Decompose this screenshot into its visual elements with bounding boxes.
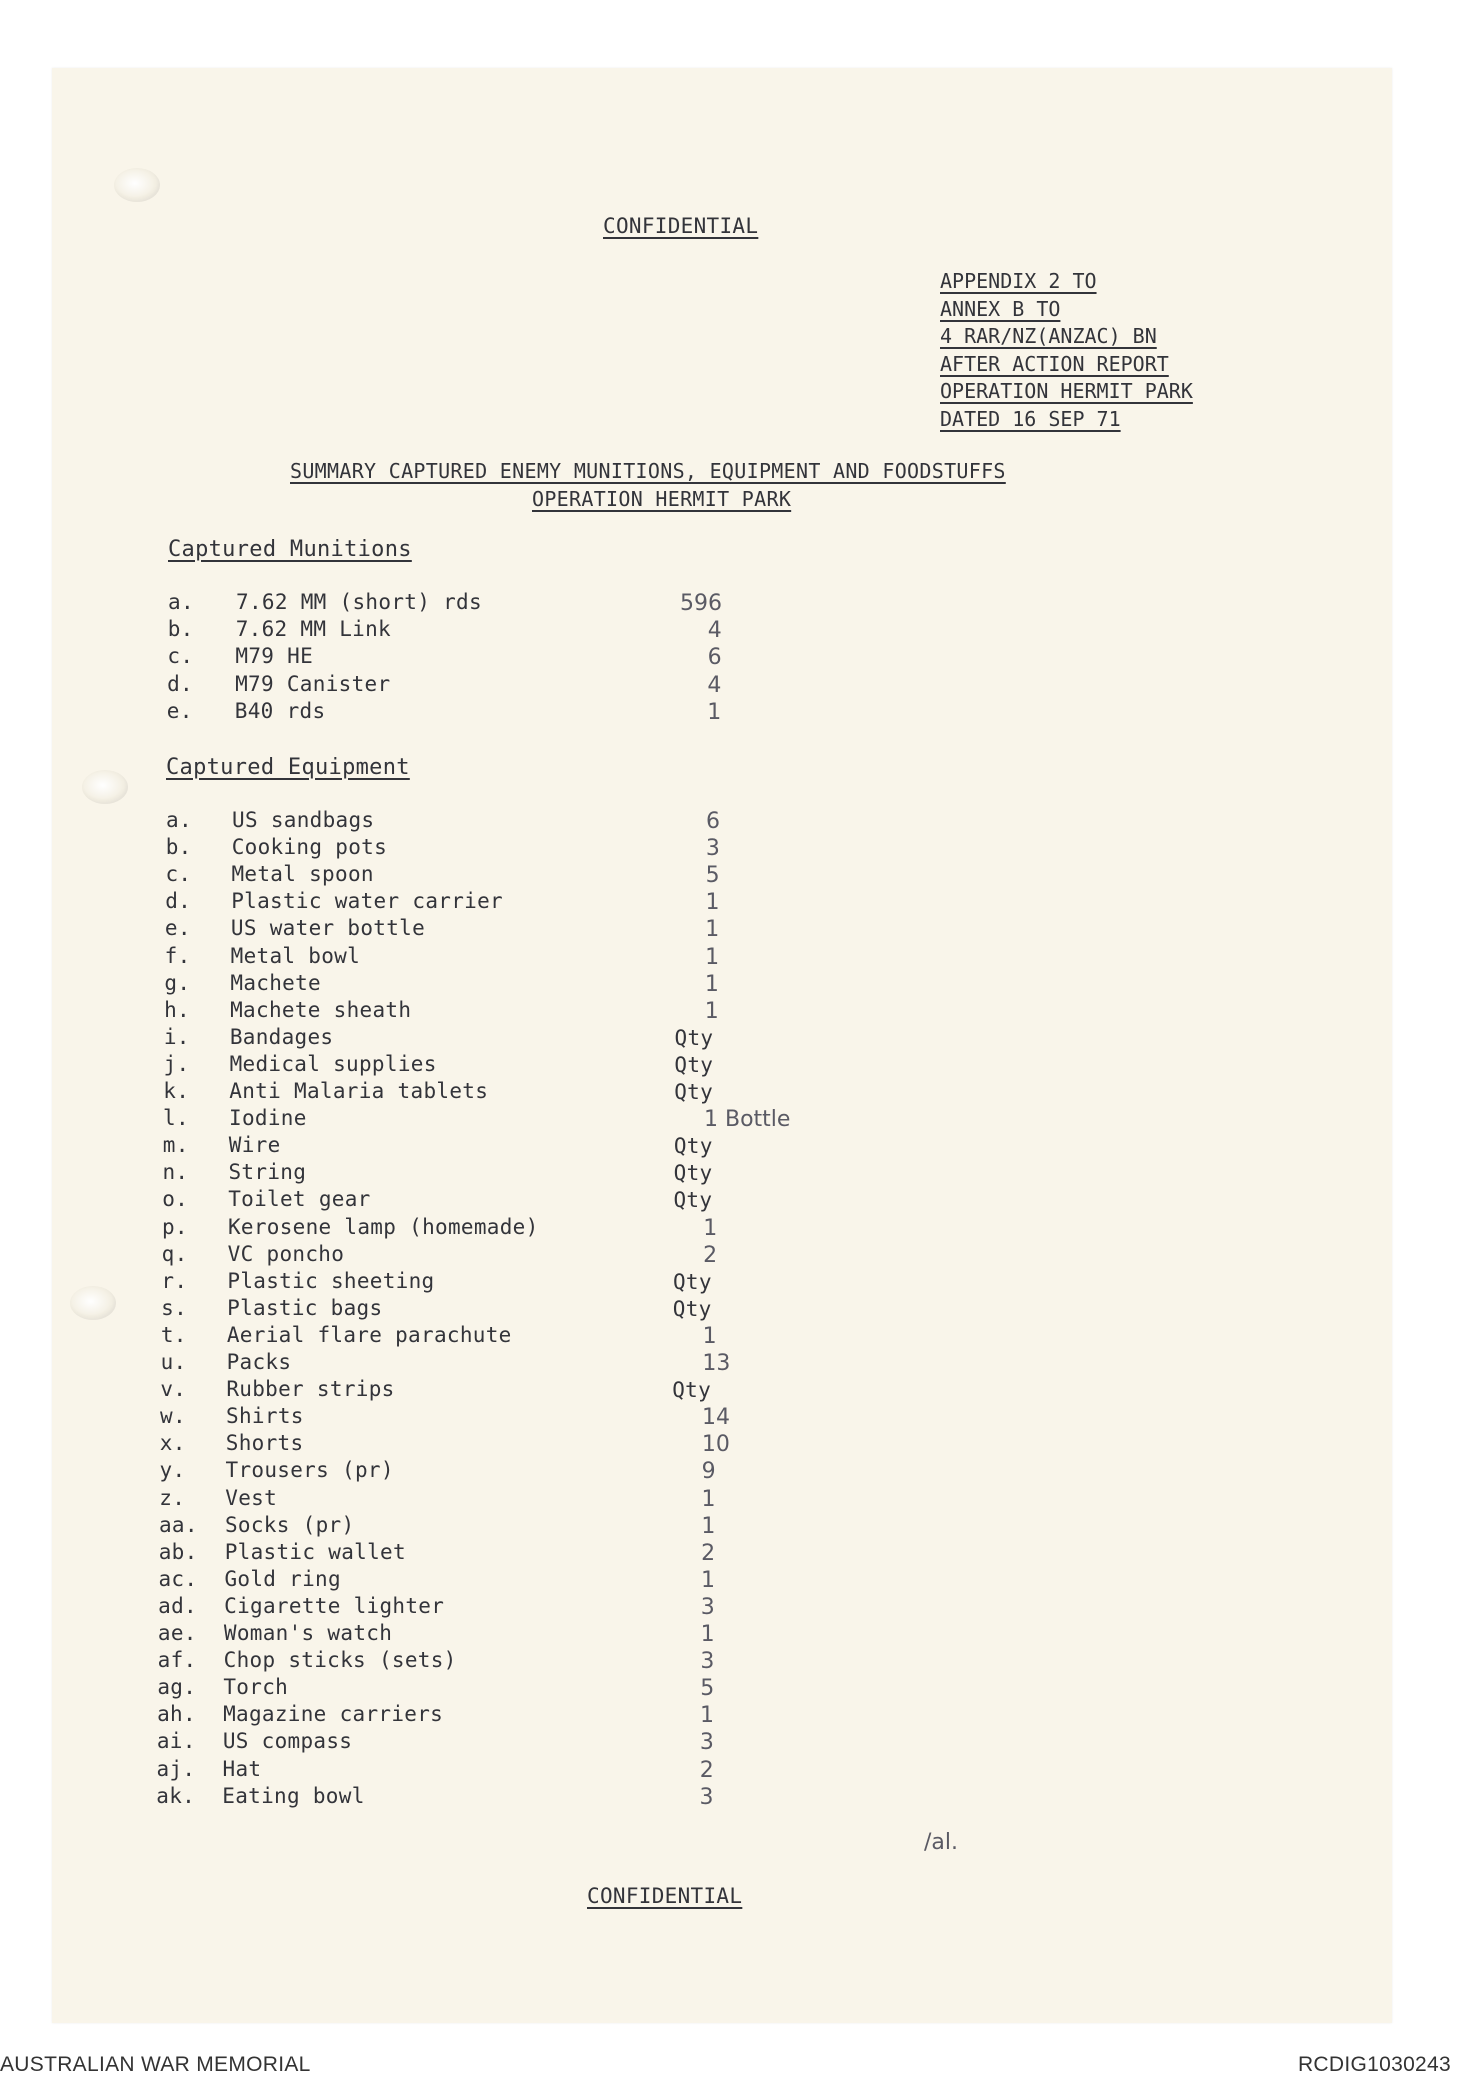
item-quantity: Qty xyxy=(672,1296,712,1321)
item-name: Shirts xyxy=(226,1404,304,1429)
item-quantity: 1 xyxy=(707,699,722,725)
item-quantity: Qty xyxy=(674,1080,714,1104)
item-quantity: Qty xyxy=(673,1188,713,1213)
item-letter: c. xyxy=(167,644,194,669)
item-letter: ac. xyxy=(158,1566,198,1591)
item-letter: c. xyxy=(165,862,192,887)
item-name: Cooking pots xyxy=(231,835,388,860)
item-name: Rubber strips xyxy=(226,1377,395,1402)
item-name: Shorts xyxy=(225,1431,304,1456)
item-name: Chop sticks (sets) xyxy=(223,1648,457,1673)
item-letter: e. xyxy=(166,698,193,723)
continuation-note: /al. xyxy=(924,1830,958,1855)
item-name: VC poncho xyxy=(227,1241,345,1266)
item-letter: a. xyxy=(168,590,194,614)
item-name: Bandages xyxy=(229,1024,334,1049)
document-subtitle: OPERATION HERMIT PARK xyxy=(532,487,792,511)
item-name: Vest xyxy=(225,1485,278,1510)
item-quantity: 1 xyxy=(705,890,720,916)
item-name: Packs xyxy=(226,1350,292,1374)
item-name: Trousers (pr) xyxy=(225,1458,394,1483)
item-letter: r. xyxy=(161,1268,188,1293)
item-letter: ak. xyxy=(156,1783,196,1808)
punch-hole-bottom xyxy=(70,1286,116,1320)
equipment-heading: Captured Equipment xyxy=(166,755,410,780)
item-letter: x. xyxy=(159,1431,186,1456)
item-letter: i. xyxy=(163,1024,190,1049)
appendix-line: OPERATION HERMIT PARK xyxy=(940,379,1193,403)
item-letter: z. xyxy=(159,1485,186,1510)
item-quantity: 4 xyxy=(707,618,722,644)
item-name: Torch xyxy=(223,1675,289,1700)
item-name: Eating bowl xyxy=(222,1783,365,1808)
item-name: Machete xyxy=(230,970,321,995)
appendix-line: AFTER ACTION REPORT xyxy=(940,351,1169,376)
item-quantity: 5 xyxy=(700,1676,715,1702)
item-quantity: 596 xyxy=(680,591,722,616)
item-name: Medical supplies xyxy=(229,1051,437,1076)
item-quantity: 10 xyxy=(701,1432,730,1458)
item-name: US sandbags xyxy=(232,808,375,832)
item-name: 7.62 MM (short) rds xyxy=(236,590,482,614)
item-name: Wire xyxy=(228,1133,281,1158)
item-name: Anti Malaria tablets xyxy=(229,1079,489,1103)
item-name: 7.62 MM Link xyxy=(235,617,392,642)
item-letter: d. xyxy=(167,671,193,696)
item-name: Hat xyxy=(222,1756,262,1781)
item-letter: a. xyxy=(166,808,192,832)
punch-hole-middle xyxy=(82,770,128,804)
item-quantity: 6 xyxy=(707,645,722,671)
item-quantity: 1 xyxy=(702,1323,717,1349)
item-name: Woman's watch xyxy=(223,1621,393,1645)
item-letter: ad. xyxy=(158,1593,197,1618)
item-quantity: 6 xyxy=(706,809,720,834)
appendix-line: DATED 16 SEP 71 xyxy=(940,406,1121,431)
archive-source-label: AUSTRALIAN WAR MEMORIAL xyxy=(0,2053,311,2076)
document-title: SUMMARY CAPTURED ENEMY MUNITIONS, EQUIPMENT AND FOODSTUFFS xyxy=(290,459,1006,483)
archive-record-id: RCDIG1030243 xyxy=(1297,2053,1451,2076)
item-quantity: 14 xyxy=(702,1405,731,1431)
item-quantity: 3 xyxy=(700,1649,715,1675)
item-name: Magazine carriers xyxy=(223,1702,444,1727)
item-name: Metal spoon xyxy=(231,862,374,887)
item-letter: j. xyxy=(163,1051,190,1076)
item-name: B40 rds xyxy=(234,698,326,723)
item-letter: g. xyxy=(164,970,191,995)
item-quantity: 9 xyxy=(701,1459,716,1485)
item-quantity: 1 Bottle xyxy=(704,1107,791,1133)
item-name: Machete sheath xyxy=(230,997,412,1022)
item-quantity: 1 xyxy=(704,998,719,1024)
item-quantity: 3 xyxy=(699,1730,714,1756)
item-quantity: 1 xyxy=(700,1567,715,1593)
item-quantity: 2 xyxy=(701,1540,716,1566)
item-quantity: Qty xyxy=(673,1134,713,1159)
item-letter: aa. xyxy=(158,1512,198,1537)
item-letter: ai. xyxy=(156,1729,196,1754)
item-quantity: Qty xyxy=(672,1378,712,1403)
item-name: Plastic wallet xyxy=(224,1539,406,1564)
item-name: Metal bowl xyxy=(230,943,361,968)
item-letter: k. xyxy=(163,1079,190,1103)
item-name: String xyxy=(228,1160,307,1185)
item-quantity: 2 xyxy=(703,1242,718,1268)
item-letter: n. xyxy=(162,1160,189,1185)
item-quantity: Qty xyxy=(674,1025,714,1050)
item-letter: s. xyxy=(161,1295,188,1320)
item-name: Socks (pr) xyxy=(224,1512,355,1537)
item-letter: m. xyxy=(162,1133,189,1158)
item-name: US water bottle xyxy=(230,916,426,941)
item-letter: p. xyxy=(161,1214,188,1239)
item-name: Aerial flare parachute xyxy=(226,1322,512,1347)
item-name: Kerosene lamp (homemade) xyxy=(227,1214,539,1239)
item-quantity: 3 xyxy=(699,1784,714,1810)
item-letter: f. xyxy=(164,943,191,968)
item-name: M79 HE xyxy=(235,644,314,669)
item-letter: y. xyxy=(159,1458,186,1483)
appendix-line: APPENDIX 2 TO xyxy=(940,269,1097,293)
item-quantity: 1 xyxy=(705,917,720,943)
item-quantity: 13 xyxy=(702,1351,731,1376)
item-name: US compass xyxy=(222,1729,353,1754)
item-letter: ag. xyxy=(157,1675,197,1700)
item-quantity: 1 xyxy=(703,1215,718,1241)
item-letter: aj. xyxy=(156,1756,196,1781)
item-quantity: 1 xyxy=(701,1486,716,1512)
item-letter: b. xyxy=(165,835,192,860)
classification-bottom: CONFIDENTIAL xyxy=(587,1884,743,1908)
item-quantity: 1 xyxy=(705,944,720,970)
item-quantity: Qty xyxy=(672,1269,712,1294)
item-quantity: 5 xyxy=(705,863,720,889)
item-quantity: Qty xyxy=(673,1161,713,1186)
item-quantity: 2 xyxy=(699,1757,714,1783)
item-quantity: 3 xyxy=(705,836,720,862)
item-quantity: 4 xyxy=(707,672,722,698)
item-letter: t. xyxy=(160,1322,187,1347)
item-name: Gold ring xyxy=(224,1566,341,1591)
item-quantity: 1 xyxy=(700,1703,715,1729)
munitions-heading: Captured Munitions xyxy=(168,537,412,562)
item-letter: h. xyxy=(164,997,190,1022)
item-letter: u. xyxy=(160,1350,187,1374)
item-quantity: 1 xyxy=(700,1622,715,1647)
punch-hole-top xyxy=(114,168,160,202)
item-letter: ae. xyxy=(157,1621,197,1645)
item-letter: q. xyxy=(161,1241,188,1266)
item-name: Plastic bags xyxy=(227,1295,383,1320)
item-quantity: 3 xyxy=(700,1594,715,1620)
item-name: Plastic water carrier xyxy=(231,889,503,914)
item-letter: d. xyxy=(165,889,192,914)
item-letter: w. xyxy=(160,1404,186,1429)
item-letter: e. xyxy=(164,916,191,941)
item-name: Toilet gear xyxy=(228,1187,371,1212)
item-name: M79 Canister xyxy=(235,671,391,696)
item-letter: l. xyxy=(163,1106,189,1131)
item-letter: b. xyxy=(167,617,194,642)
item-letter: o. xyxy=(162,1187,189,1212)
item-letter: v. xyxy=(160,1377,187,1402)
item-quantity: 1 xyxy=(704,971,719,997)
item-letter: ab. xyxy=(158,1539,198,1564)
classification-top: CONFIDENTIAL xyxy=(603,214,759,238)
item-letter: ah. xyxy=(157,1702,196,1727)
item-name: Plastic sheeting xyxy=(227,1268,435,1293)
item-name: Cigarette lighter xyxy=(224,1593,445,1618)
appendix-line: 4 RAR/NZ(ANZAC) BN xyxy=(940,324,1157,348)
item-letter: af. xyxy=(157,1648,197,1673)
appendix-block xyxy=(940,268,1193,433)
item-name: Iodine xyxy=(229,1106,307,1131)
item-quantity: 1 xyxy=(701,1513,716,1539)
appendix-line: ANNEX B TO xyxy=(940,296,1061,321)
item-quantity: Qty xyxy=(674,1052,714,1077)
